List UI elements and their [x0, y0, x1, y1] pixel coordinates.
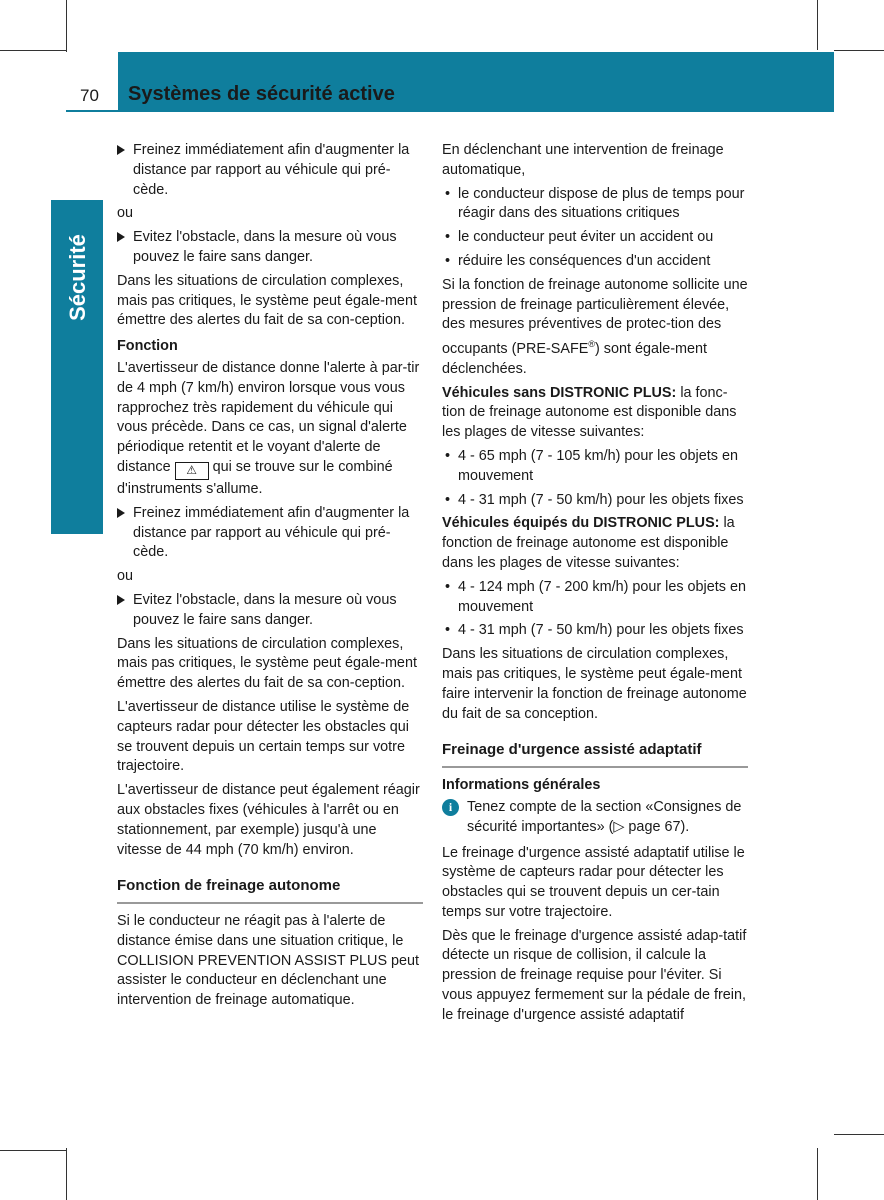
paragraph-text: la fonc-tion de freinage autonome est disponible dans les plages de vitesse suivantes:: [442, 384, 737, 441]
bullet-icon: •: [445, 447, 451, 464]
step-text: Freinez immédiatement afin d'augmenter la distance par rapport au véhicule qui pré-cède.: [133, 504, 410, 561]
paragraph: [117, 359, 423, 500]
crop-mark: [0, 1150, 66, 1151]
section-heading: Fonction de freinage autonome: [117, 876, 423, 904]
bullet-icon: •: [445, 622, 451, 639]
crop-mark: [0, 50, 66, 51]
paragraph: L'avertisseur de distance utilise le système de capteurs radar pour détecter les obstacles qui se trouvent depuis un certain temps sur votre trajectoire.: [117, 698, 410, 775]
arrow-marker-icon: [117, 508, 125, 518]
list-item: [442, 621, 748, 641]
right-column: [442, 141, 748, 1030]
paragraph: En déclenchant une intervention de freinage automatique,: [442, 142, 724, 178]
paragraph: [442, 514, 748, 573]
bullet-icon: •: [445, 229, 451, 246]
left-column: [117, 141, 423, 1015]
list-item: [442, 447, 748, 487]
paragraph-text: Si la fonction de freinage autonome sollicite une pression de freinage particulièrement élevée, des mesures préventives de protec-tion des occupants (PRE-SAFE: [442, 276, 748, 357]
list-item-text: 4 - 31 mph (7 - 50 km/h) pour les objets fixes: [458, 622, 744, 639]
info-icon: i: [442, 799, 459, 816]
page-number: 70: [80, 86, 99, 105]
paragraph: Si le conducteur ne réagit pas à l'alerte de distance émise dans une situation critique, le COLLISION PREVENTION ASSIST PLUS peut assister le conducteur en déclenchant une intervention de freinage automatique.: [117, 913, 420, 1009]
list-item: [442, 252, 748, 272]
side-tab-label: Sécurité: [64, 234, 90, 321]
paragraph: L'avertisseur de distance peut également réagir aux obstacles fixes (véhicules à l'arrêt ou en stationnement, par exemple) jusqu'à une vitesse de 44 mph (70 km/h) environ.: [117, 782, 420, 858]
list-item-text: le conducteur dispose de plus de temps pour réagir dans des situations critiques: [458, 185, 745, 222]
bullet-icon: •: [445, 491, 451, 508]
instruction-step: [117, 591, 423, 631]
label-sans-distronic: Véhicules sans DISTRONIC PLUS:: [442, 384, 677, 401]
paragraph: [442, 276, 748, 380]
step-text: Evitez l'obstacle, dans la mesure où vous pouvez le faire sans danger.: [133, 229, 397, 265]
list-item-text: 4 - 124 mph (7 - 200 km/h) pour les objets en mouvement: [458, 578, 746, 615]
or-text: ou: [117, 568, 134, 585]
list-item-text: 4 - 65 mph (7 - 105 km/h) pour les objets en mouvement: [458, 447, 738, 484]
instruction-step: [117, 504, 423, 563]
instruction-step: [117, 228, 423, 268]
list-item-text: 4 - 31 mph (7 - 50 km/h) pour les objets fixes: [458, 491, 744, 508]
list-item: [442, 491, 748, 511]
page-title: Systèmes de sécurité active: [128, 83, 395, 105]
subheading-fonction: Fonction: [117, 338, 178, 355]
arrow-marker-icon: [117, 145, 125, 155]
or-text: ou: [117, 205, 134, 222]
crop-mark: [834, 1134, 884, 1135]
crop-mark: [66, 1148, 67, 1200]
step-text: Freinez immédiatement afin d'augmenter la distance par rapport au véhicule qui pré-cède.: [133, 142, 410, 198]
list-item-text: réduire les conséquences d'un accident: [458, 252, 711, 269]
bullet-icon: •: [445, 185, 451, 202]
paragraph-text: qui se trouve sur le combiné d'instruments s'allume.: [117, 458, 393, 497]
paragraph: Dans les situations de circulation complexes, mais pas critiques, le système peut égale-ment émettre des alertes du fait de sa con-ception.: [117, 272, 417, 329]
arrow-marker-icon: [117, 595, 125, 605]
registered-mark: ®: [588, 339, 595, 350]
paragraph: Dans les situations de circulation complexes, mais pas critiques, le système peut égale-ment faire intervenir la fonction de freinage autonome du fait de sa conception.: [442, 646, 747, 722]
info-text: Tenez compte de la section «Consignes de sécurité importantes» (▷ page 67).: [467, 798, 742, 835]
arrow-marker-icon: [117, 232, 125, 242]
crop-mark: [834, 50, 884, 51]
paragraph-text: la fonction de freinage autonome est disponible dans les plages de vitesse suivantes:: [442, 515, 735, 571]
step-text: Evitez l'obstacle, dans la mesure où vous pouvez le faire sans danger.: [133, 591, 397, 628]
crop-mark: [817, 1148, 818, 1200]
paragraph: Le freinage d'urgence assisté adaptatif utilise le système de capteurs radar pour détecter les obstacles qui se trouvent depuis un cer-tain temps sur votre trajectoire.: [442, 844, 745, 920]
subheading-informations: Informations générales: [442, 777, 601, 794]
list-item: [442, 228, 748, 248]
paragraph-text: L'avertisseur de distance donne l'alerte à par-tir de 4 mph (7 km/h) environ lorsque vous vous rapprochez très rapidement du véhicule qui vous précède. Dans ce cas, un signal d'alerte périodique retentit et le voyant d'alerte de distance: [117, 359, 420, 475]
bullet-icon: •: [445, 252, 451, 269]
header-rule: [66, 110, 834, 112]
car-collision-warning-icon: ⚠: [175, 462, 209, 480]
crop-mark: [66, 0, 67, 52]
label-avec-distronic: Véhicules équipés du DISTRONIC PLUS:: [442, 515, 720, 532]
list-item: [442, 185, 748, 225]
section-heading: Freinage d'urgence assisté adaptatif: [442, 740, 748, 768]
bullet-icon: •: [445, 578, 451, 595]
info-note: [442, 798, 748, 838]
paragraph: Dans les situations de circulation complexes, mais pas critiques, le système peut égale-ment émettre des alertes du fait de sa con-ception.: [117, 635, 417, 692]
paragraph-text: ) sont égale-ment déclenchées.: [442, 340, 707, 377]
list-item: [442, 578, 748, 618]
list-item-text: le conducteur peut éviter un accident ou: [458, 229, 714, 246]
instruction-step: [117, 141, 423, 200]
paragraph: Dès que le freinage d'urgence assisté adap-tatif détecte un risque de collision, il calcule la pression de freinage requise pour l'éviter. Si vous appuyez fermement sur la pédale de frein, le freinage d'urgence assisté adaptatif: [442, 927, 747, 1023]
paragraph: [442, 384, 748, 443]
crop-mark: [817, 0, 818, 50]
